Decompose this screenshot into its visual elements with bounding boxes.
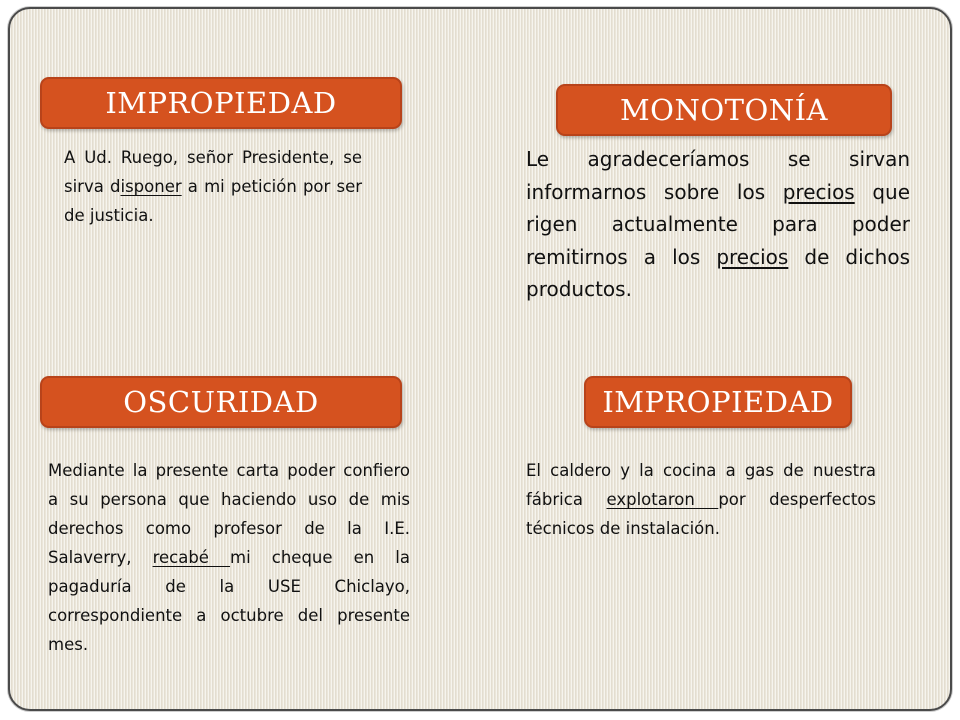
underlined-word: precios [716, 244, 789, 269]
text-segment: A Ud. Ruego, señor Presidente, se sirva d [64, 148, 362, 196]
text-segment: Mediante la presente carta poder confiero a su persona que haciendo uso de mis derechos como profesor de la I.E. Salaverry, [48, 461, 410, 567]
slide [8, 7, 952, 711]
text-segment: que rigen actualmente para poder remitirnos a los [526, 179, 910, 269]
text-segment: a mi petición por ser de justicia. [64, 177, 363, 225]
underlined-word: precios [782, 179, 855, 204]
paragraph-impropiedad-1 [64, 143, 362, 230]
label-monotonia: MONOTONÍA [556, 84, 892, 136]
label-impropiedad-2: IMPROPIEDAD [584, 376, 852, 428]
underlined-word: explotaron [606, 490, 719, 509]
label-impropiedad-1: IMPROPIEDAD [40, 77, 402, 129]
underlined-word: recabé [152, 548, 231, 567]
text-segment: de dichos productos. [526, 244, 910, 301]
text-segment: El caldero y la cocina a gas de nuestra fábrica [526, 461, 876, 509]
text-segment: por desperfectos técnicos de instalación. [526, 490, 876, 538]
text-segment: mi cheque en la pagaduría de la USE Chiclayo, correspondiente a octubre del presente mes. [48, 548, 410, 654]
paragraph-impropiedad-2 [526, 456, 876, 543]
underlined-word: isponer [120, 177, 182, 196]
label-oscuridad: OSCURIDAD [40, 376, 402, 428]
paragraph-oscuridad [48, 456, 410, 659]
text-segment: Le agradeceríamos se sirvan informarnos sobre los [526, 147, 910, 204]
paragraph-monotonia [526, 143, 910, 306]
